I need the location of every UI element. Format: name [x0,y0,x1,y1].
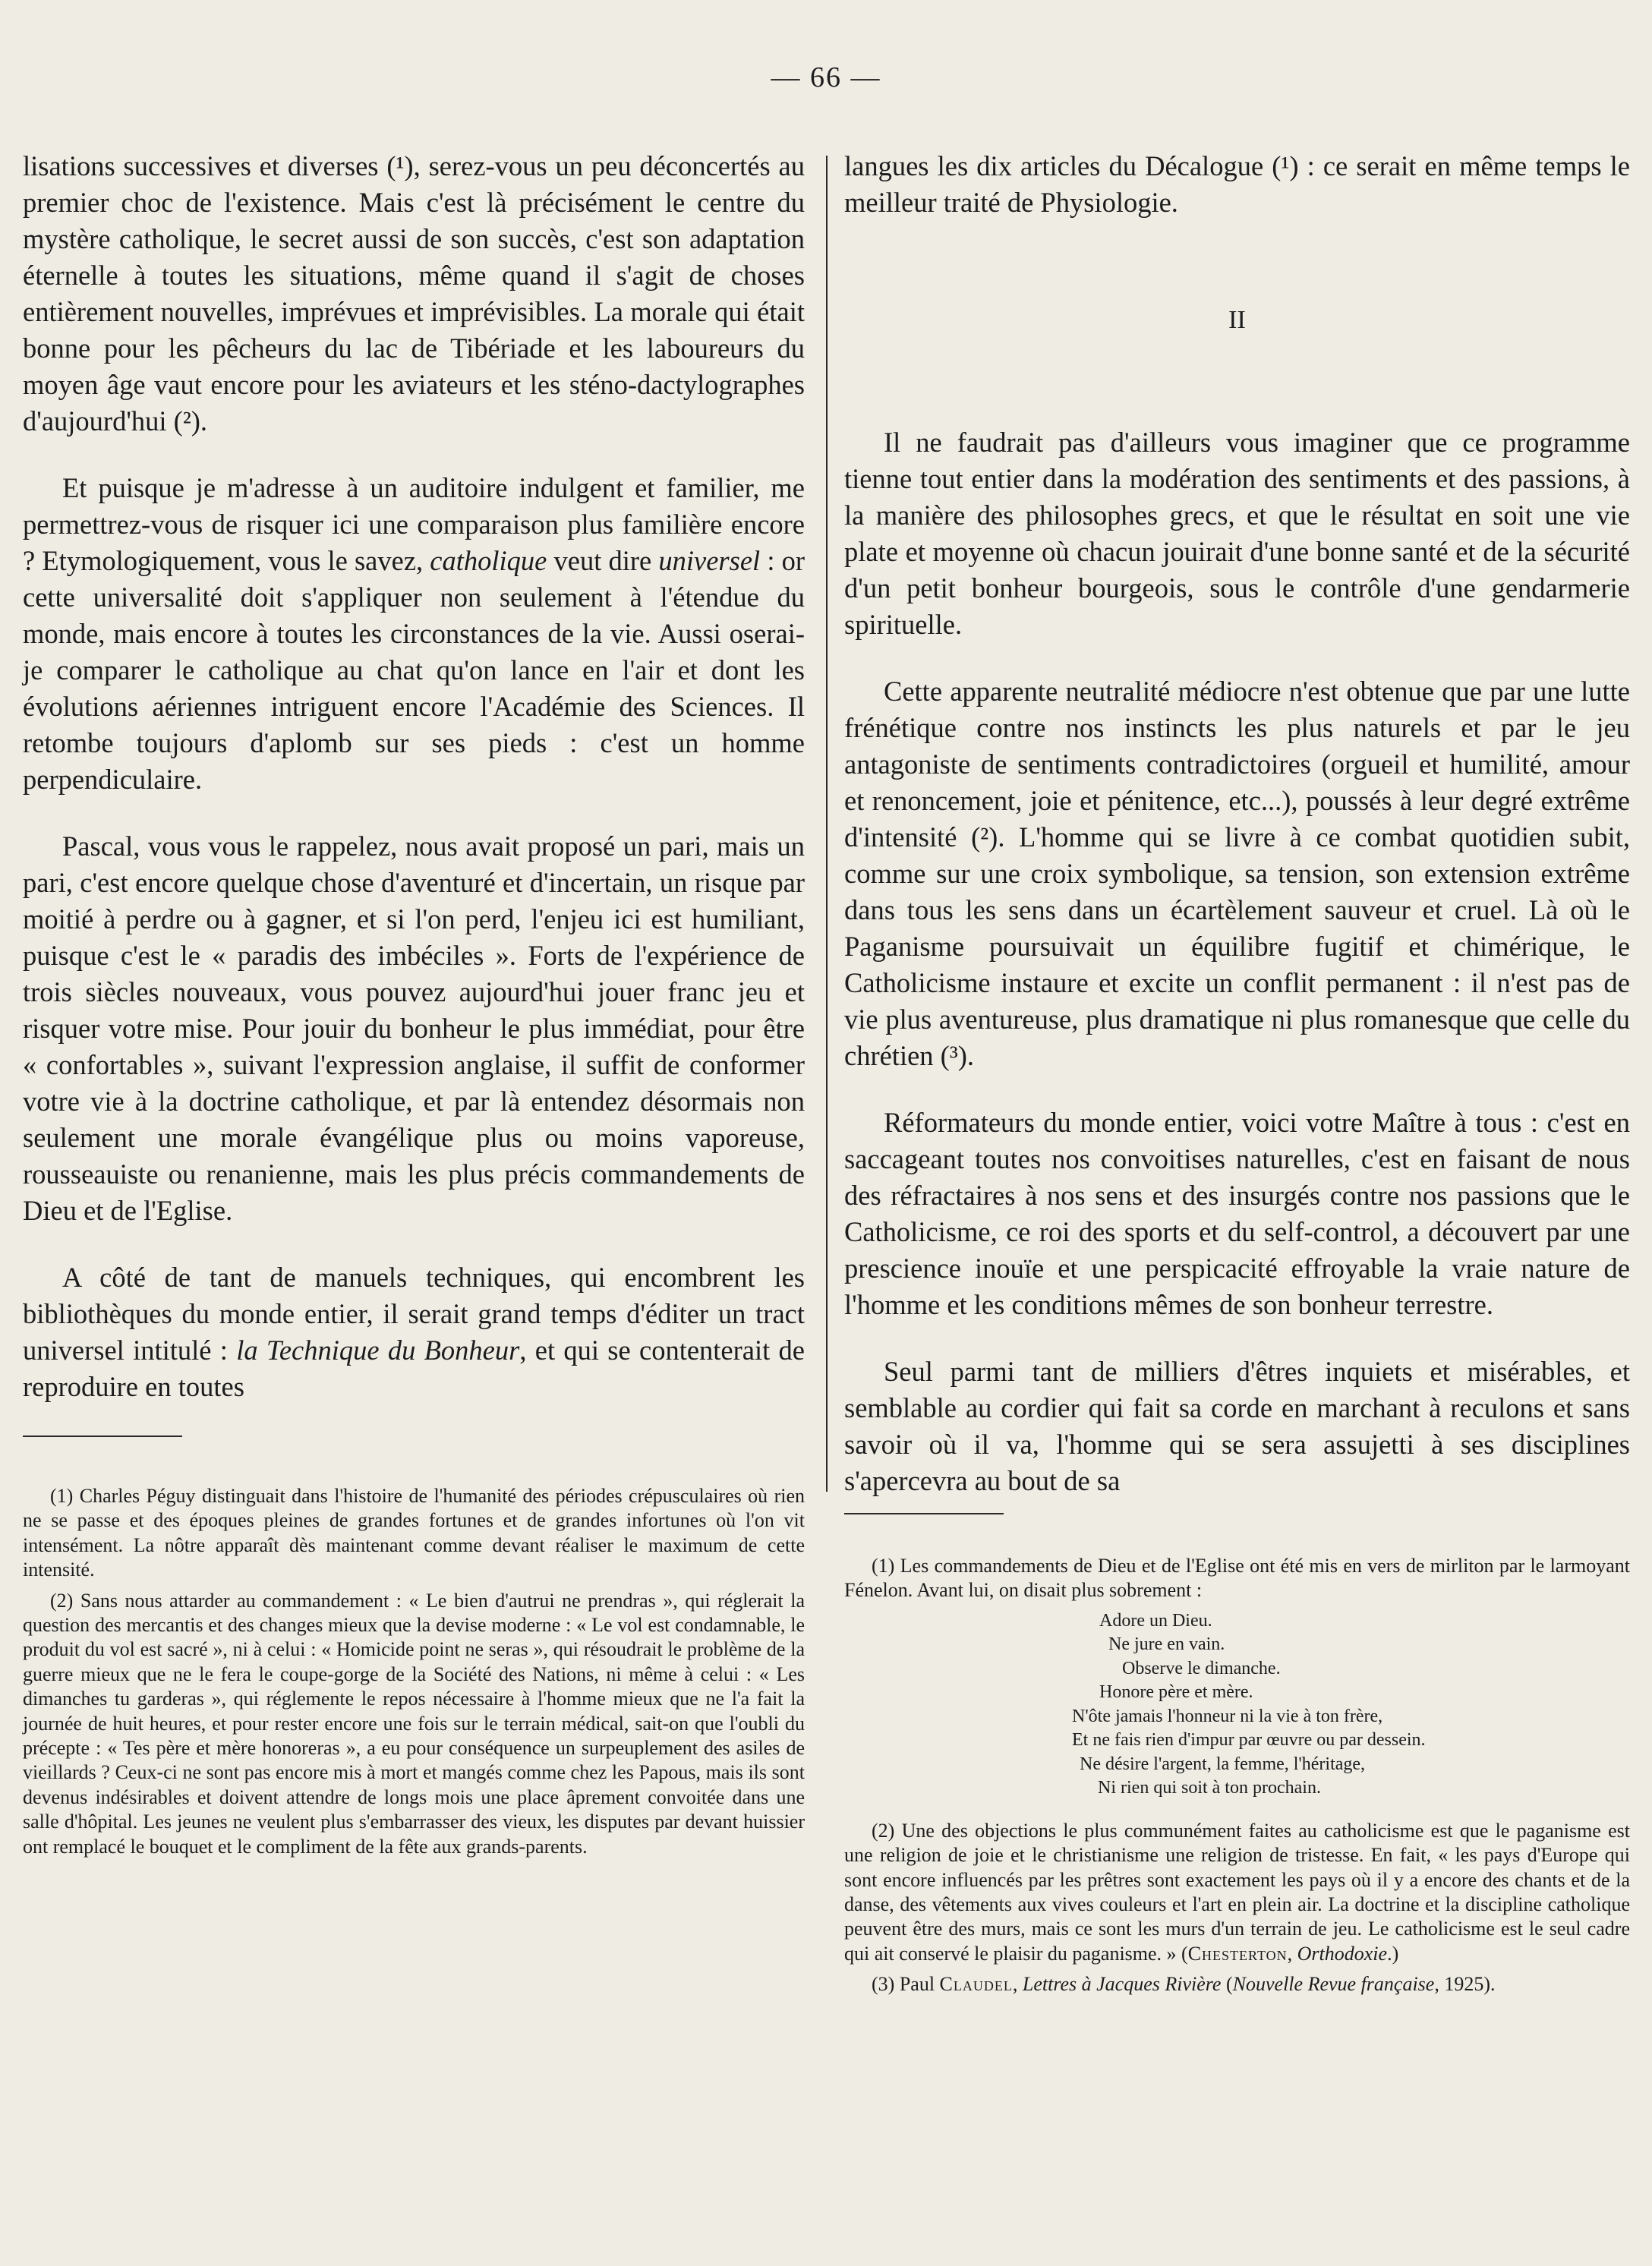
right-body-text [844,148,1630,1499]
work-lettres: Lettres à Jacques Rivière [1022,1973,1222,1996]
journal-nrf: Nouvelle Revue française [1232,1973,1435,1996]
footnotes-left [23,1484,805,1859]
footnote-separator-left [23,1436,182,1437]
verse-line: Observe le dimanche. [1122,1658,1281,1678]
footnotes-right [844,1554,1630,1997]
footnote-left-2: (2) Sans nous attarder au commandement : « Le bien d'autrui ne prendras », qui réglerait la question des mercantis et des changes mieux que la devise moderne : « Le vol est condamnable, le produit du vol est sacré », ni à celui : « Homicide point ne seras », qui résoudrait le problème de la guerre mieux que ne le fera le coupe-gorge de la Société des Nations, ni même à celui : « Les dimanches tu garderas », qui réglemente le repos nécessaire à l'homme mieux que ne l'a fait la journée de huit heures, et pour rester encore une fois sur le terrain médical, sait-on que l'oubli du précepte : « Tes père et mère honoreras », a eu pour conséquence un surpeuplement des asiles de vieillards ? Ceux-ci ne sont pas encore mis à mort et mangés comme chez les Papous, mais ils sont devenus indésirables et doivent attendre de longs mois une place âprement convoitée dans une salle d'hôpital. Les jeunes ne veulent plus s'embarrasser des vieux, les disputes par devant huissier ont remplacé le bouquet et le compliment de la fête aux grands-parents. [23,1589,805,1858]
paragraph-right-4: Réformateurs du monde entier, voici votre Maître à tous : c'est en saccageant toutes nos convoitises naturelles, c'est en faisant de nous des réfractaires à nos sens et des insurgés contre nos passions que le Catholicisme, ce roi des sports et du self-control, a découvert par une prescience inouïe et une perspicacité effroyable la vraie nature de l'homme et les conditions mêmes de son bonheur terrestre. [844,1107,1630,1320]
section-heading-ii: II [1228,306,1246,334]
paragraph-left-3: Pascal, vous vous le rappelez, nous avait proposé un pari, mais un pari, c'est encore quelque chose d'aventuré et d'incertain, un risque par moitié à perdre ou à gagner, et si l'on perd, l'enjeu ici est humiliant, puisque c'est le « paradis des imbéciles ». Forts de l'expérience de trois siècles nouveaux, vous pouvez aujourd'hui jouer franc jeu et risquer votre mise. Pour jouir du bonheur le plus immédiat, pour être « confortables », suivant l'expression anglaise, il suffit de conformer votre vie à la doctrine catholique, et par là entendez désormais non seulement une morale évangélique plus ou moins vaporeuse, rousseauiste ou renanienne, mais les plus précis commandements de Dieu et de l'Eglise. [23,830,805,1226]
decalogue-verse [844,1609,1630,1801]
left-body-text [23,148,805,1405]
footnote-right-2: (2) Une des objections le plus communément faites au catholicisme est que le paganisme est une religion de joie et le christianisme une religion de tristesse. En fait, « les pays d'Europe qui sont encore influencés par les prêtres sont exactement les pays où il y a encore des chants et de la danse, des vêtements aux vives couleurs et l'art en plein air. La doctrine et la discipline catholique peuvent être des murs, mais ce sont les murs d'un terrain de jeu. Le catholicisme est le seul cadre qui ait conservé le plaisir du paganisme. » (Chesterton, Orthodoxie.) [844,1819,1630,1965]
footnote-left-1: (1) Charles Péguy distinguait dans l'histoire de l'humanité des périodes crépusculaires où rien ne se passe et des époques pleines de grandes fortunes et de grandes infortunes où l'on vit intensément. La nôtre apparaît dès maintenant comme devant réaliser le maximum de cette intensité. [23,1485,805,1581]
verse-line: Adore un Dieu. [1099,1610,1212,1631]
paragraph-left-1: lisations successives et diverses (¹), serez-vous un peu déconcertés au premier choc de l'existence. Mais c'est là précisément le centre du mystère catholique, le secret aussi de son succès, c'est son adaptation éternelle à toutes les situations, même quand il s'agit de choses entièrement nouvelles, imprévues et imprévisibles. La morale qui était bonne pour les pêcheurs du lac de Tibériade et les laboureurs du moyen âge vaut encore pour les aviateurs et les sténo-dactylographes d'aujourd'hui (²). [23,150,805,436]
paragraph-right-2: Il ne faudrait pas d'ailleurs vous imaginer que ce programme tienne tout entier dans la modération des sentiments et des passions, à la manière des philosophes grecs, et que le résultat en soit une vie plate et moyenne où chacun jouirait d'une bonne santé et de la sécurité d'un petit bonheur bourgeois, sous le contrôle d'une gendarmerie spirituelle. [844,427,1630,640]
term-universel: universel [658,545,761,576]
verse-line: N'ôte jamais l'honneur ni la vie à ton frère, [1072,1706,1383,1726]
verse-line: Ne désire l'argent, la femme, l'héritage, [1080,1754,1366,1774]
footnote-right-3: (3) Paul Claudel, Lettres à Jacques Rivière (Nouvelle Revue française, 1925). [872,1973,1496,1996]
left-column [23,148,805,1865]
footnote-separator-right [844,1513,1004,1514]
paragraph-right-1: langues les dix articles du Décalogue (¹) : ce serait en même temps le meilleur traité de Physiologie. [844,150,1630,218]
author-claudel: Claudel [939,1973,1013,1996]
verse-line: Et ne fais rien d'impur par œuvre ou par dessein. [1072,1730,1426,1751]
page-number: — 66 — [771,61,881,93]
verse-line: Ni rien qui soit à ton prochain. [1098,1778,1321,1798]
term-catholique: catholique [430,545,547,576]
paragraph-right-5: Seul parmi tant de milliers d'êtres inquiets et misérables, et semblable au cordier qui fait sa corde en marchant à reculons et sans savoir où il va, l'homme qui se sera assujetti à ses disciplines s'apercevra au bout de sa [844,1356,1630,1496]
verse-line: Honore père et mère. [1099,1682,1253,1703]
paragraph-left-2: Et puisque je m'adresse à un auditoire indulgent et familier, me permettrez-vous de risquer ici une comparaison plus familière encore ? Etymologiquement, vous le savez, catholique veut dire universel : or cette universalité doit s'appliquer non seulement à l'étendue du monde, mais encore à toutes les circonstances de la vie. Aussi oserai-je comparer le catholique au chat qu'on lance en l'air et dont les évolutions aériennes intriguent encore l'Académie des Sciences. Il retombe toujours d'aplomb sur ses pieds : c'est un homme perpendiculaire. [23,472,806,795]
verse-line: Ne jure en vain. [1108,1634,1225,1655]
column-divider [826,156,828,1492]
title-technique-du-bonheur: la Technique du Bonheur [236,1335,520,1366]
work-orthodoxie: Orthodoxie [1297,1942,1388,1965]
paragraph-right-3: Cette apparente neutralité médiocre n'est obtenue que par une lutte frénétique contre nos instincts les plus naturels et par le jeu antagoniste de sentiments contradictoires (orgueil et humilité, amour et renoncement, joie et pénitence, etc...), poussés à leur degré extrême d'intensité (²). L'homme qui se livre à ce combat quotidien subit, comme sur une croix symbolique, sa tension, son extension extrême dans tous les sens dans un écartèlement sauveur et cruel. Là où le Paganisme poursuivait un équilibre fugitif et chimérique, le Catholicisme instaure et excite un conflit permanent : il n'est pas de vie plus aventureuse, plus dramatique ni plus romanesque que celle du chrétien (³). [844,676,1630,1071]
right-column [844,148,1630,2003]
footnote-right-1: (1) Les commandements de Dieu et de l'Eglise ont été mis en vers de mirliton par le larmoyant Fénelon. Avant lui, on disait plus sobrement : [844,1555,1630,1602]
paragraph-left-4: A côté de tant de manuels techniques, qui encombrent les bibliothèques du monde entier, il serait grand temps d'éditer un tract universel intitulé : la Technique du Bonheur, et qui se contenterait de reproduire en toutes [23,1262,805,1402]
author-chesterton: Chesterton [1187,1942,1288,1965]
